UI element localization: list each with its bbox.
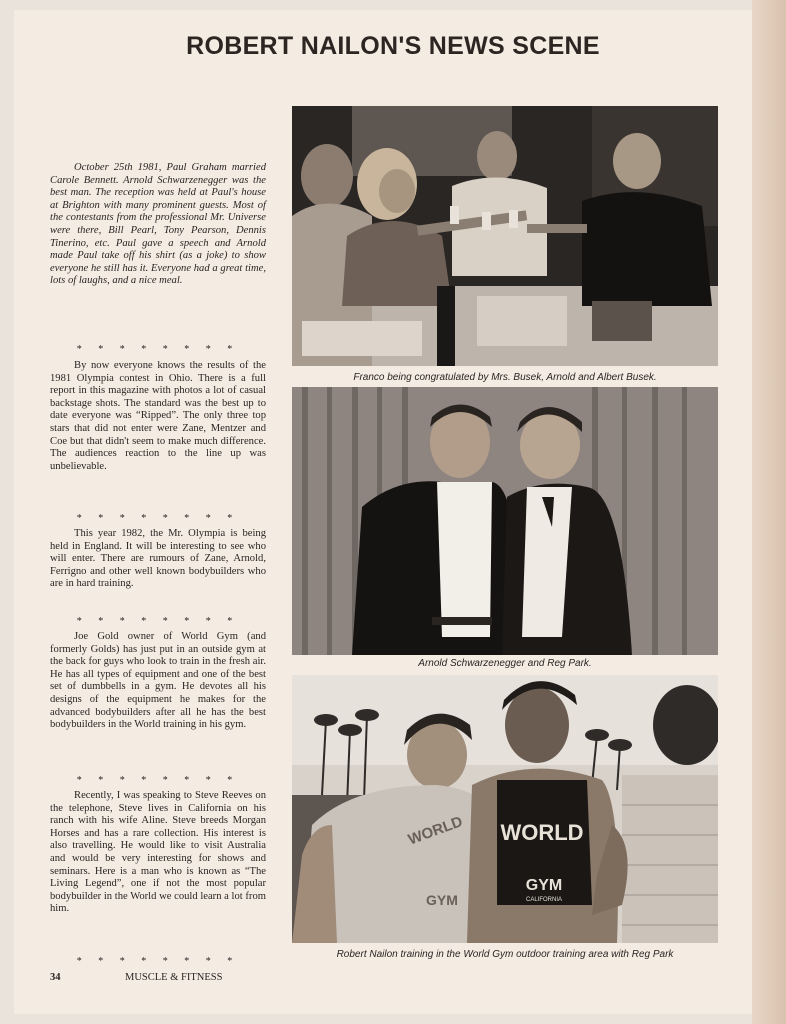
paragraph-steve-reeves: Recently, I was speaking to Steve Reeves on the telephone, Steve lives in California on his ranch with his wife Aline. Steve breeds Morgan Horses and has a rare collection. His interest is also travelling. He would like to visit Australia and would be very interesting for shows and seminars. Here is a man who is known as “The Living Legend”, one if not the most popular bodybuilder in the World we could learn a lot from him. xyxy=(50,790,266,915)
arnold-reg-park-image xyxy=(292,387,718,655)
photo-world-gym-outdoor xyxy=(292,675,718,943)
page-title: ROBERT NAILON'S NEWS SCENE xyxy=(186,32,600,60)
article-paragraph xyxy=(50,528,266,591)
shirt-text-top: WORLD xyxy=(500,820,584,845)
paragraph-world-gym: Joe Gold owner of World Gym (and formerly Golds) has just put in an outside gym at the back for guys who look to train in the fresh air. He has all types of equipment and one of the best set of dumbbells in a gym. He devotes all his designs of the equipment he makes for the advanced bodybuilders after all he has the best bodybuilders in the World training in his gym. xyxy=(50,631,266,731)
shirt-text-small: CALIFORNIA xyxy=(525,897,563,903)
separator: * * * * * * * * xyxy=(76,616,240,627)
photo-wedding-toast xyxy=(292,106,718,366)
world-gym-outdoor-image xyxy=(292,675,718,943)
separator: * * * * * * * * xyxy=(76,956,240,967)
tshirt-text-bottom: GYM xyxy=(426,892,458,908)
separator: * * * * * * * * xyxy=(76,513,240,524)
caption-photo-1: Franco being congratulated by Mrs. Busek, Arnold and Albert Busek. xyxy=(353,372,657,383)
wedding-toast-image xyxy=(292,106,718,366)
caption-photo-3: Robert Nailon training in the World Gym outdoor training area with Reg Park xyxy=(336,949,674,960)
shirt-text-bottom: GYM xyxy=(525,877,563,894)
article-lead xyxy=(50,162,266,288)
paragraph-olympia-results: By now everyone knows the results of the 1981 Olympia contest in Ohio. There is a full report in this magazine with photos a lot of casual backstage shots. The standard was the best up to date everyone was “Ripped”. The only three top stars that did not enter were Zane, Mentzer and Coe but that didn't seem to make much difference. The audiences reaction to the line up was unbelievable. xyxy=(50,360,266,472)
article-paragraph xyxy=(50,360,266,473)
article-paragraph xyxy=(50,790,266,916)
article-paragraph xyxy=(50,631,266,732)
paragraph-olympia-1982: This year 1982, the Mr. Olympia is being held in England. It will be interesting to see who will enter. There are rumours of Zane, Arnold, Ferrigno and other well known bodybuilders who are in hard training. xyxy=(50,528,266,590)
photo-arnold-reg-park xyxy=(292,387,718,655)
separator: * * * * * * * * xyxy=(76,344,240,355)
magazine-name: MUSCLE & FITNESS xyxy=(125,972,223,983)
separator: * * * * * * * * xyxy=(76,775,240,786)
page-number: 34 xyxy=(50,972,61,983)
caption-photo-2: Arnold Schwarzenegger and Reg Park. xyxy=(418,658,592,669)
lead-paragraph: October 25th 1981, Paul Graham married Carole Bennett. Arnold Schwarzenegger was the best man. The reception was held at Paul's house at Brighton with many prominent guests. Most of the contestants from the professional Mr. Universe were there, Bill Pearl, Tony Pearson, Dennis Tinerino, etc. Paul gave a speech and Arnold made Paul take off his shirt (as a joke) to show everyone he still has it. Everyone had a great time, lots of laughs, and a nice meal. xyxy=(50,162,266,287)
page-edge xyxy=(752,0,786,1024)
tshirt-text-top: WORLD xyxy=(405,813,465,849)
